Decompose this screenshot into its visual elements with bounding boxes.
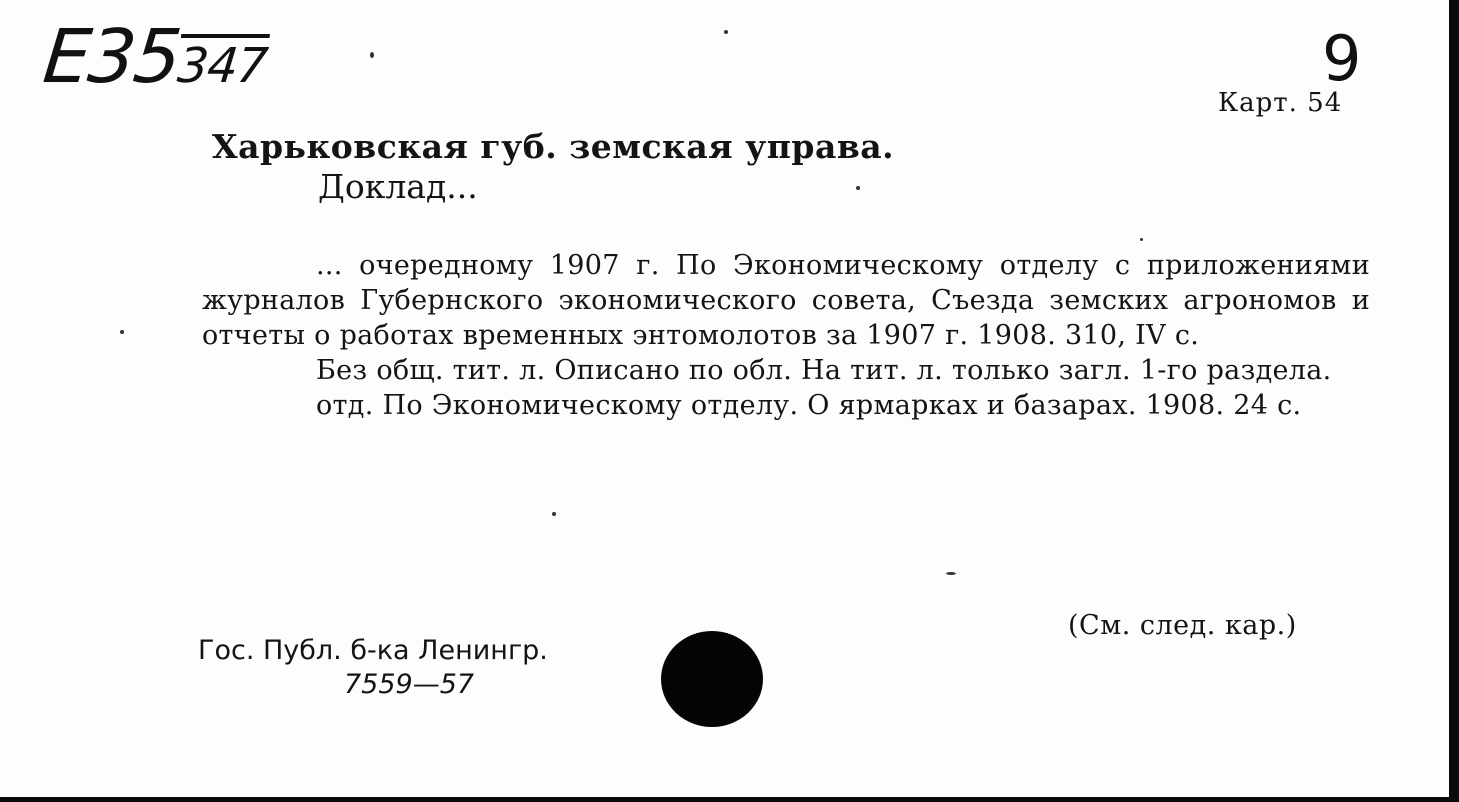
shelf-mark-main: E35 bbox=[39, 14, 184, 100]
card-edge-bottom bbox=[0, 797, 1459, 802]
scan-speck bbox=[370, 52, 374, 58]
scan-speck bbox=[1140, 238, 1143, 241]
scan-speck bbox=[552, 512, 556, 516]
shelf-mark-sub: 347 bbox=[175, 38, 270, 94]
scan-speck bbox=[946, 572, 956, 575]
shelf-mark bbox=[39, 14, 271, 100]
scan-speck bbox=[724, 30, 728, 34]
punch-hole bbox=[661, 631, 763, 727]
scan-speck bbox=[856, 186, 860, 190]
card-heading: Харьковская губ. земская управа. bbox=[212, 127, 895, 166]
card-number: 9 bbox=[1322, 22, 1362, 95]
notes-paragraph: Без общ. тит. л. Описано по обл. На тит. л. только загл. 1-го раздела. bbox=[316, 355, 1332, 386]
stamp-library-name: Гос. Публ. б-ка Ленингр. bbox=[198, 635, 548, 666]
card-edge-right bbox=[1449, 0, 1459, 802]
stamp-number: 7559—57 bbox=[344, 669, 475, 700]
card-body bbox=[202, 248, 1370, 423]
card-reference: Карт. 54 bbox=[1218, 88, 1343, 118]
description-paragraph: ... очередному 1907 г. По Экономическому отделу с приложениями журналов Губернского экономического совета, Съезда земских агрономов и отчеты о работах временных энтомолотов за 1907 г. 1908. 310, IV с. bbox=[202, 250, 1370, 351]
scan-speck bbox=[120, 330, 124, 334]
card-subheading: Доклад... bbox=[318, 167, 478, 206]
section-paragraph: отд. По Экономическому отделу. О ярмарках и базарах. 1908. 24 с. bbox=[316, 390, 1302, 421]
library-stamp bbox=[198, 634, 638, 702]
see-next-card-note: (См. след. кар.) bbox=[1068, 610, 1297, 641]
